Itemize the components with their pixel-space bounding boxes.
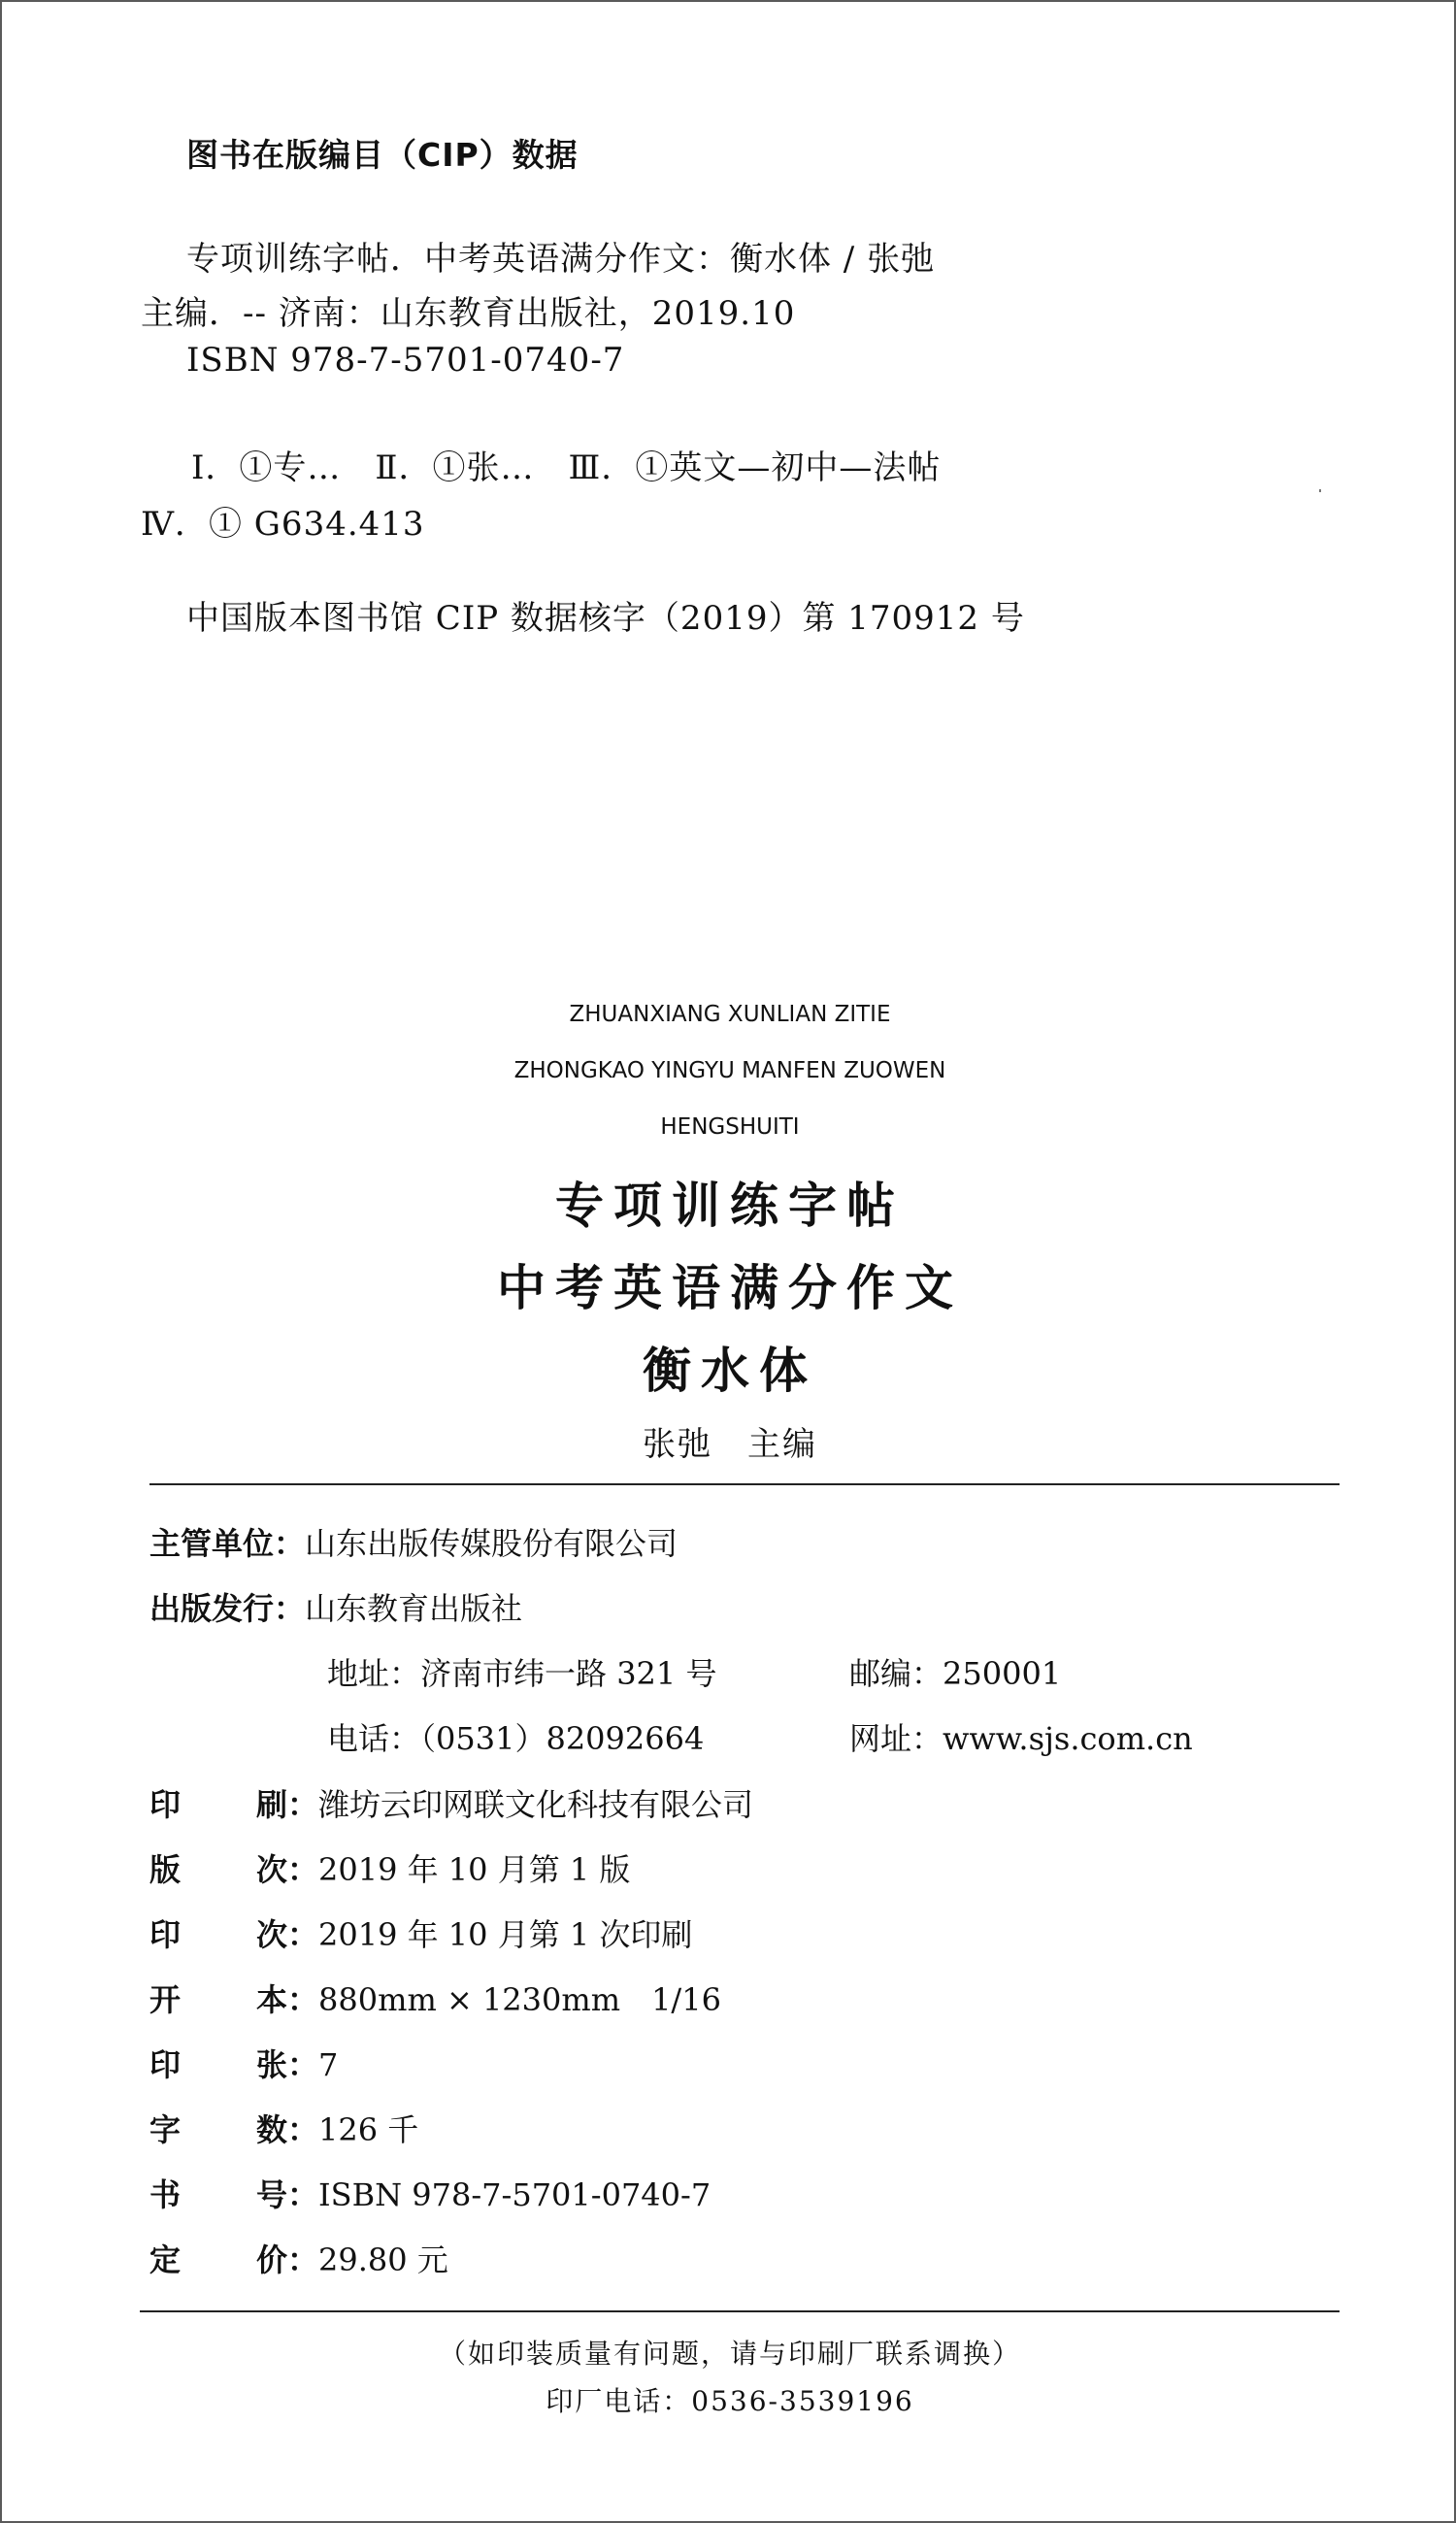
info-row-price	[149, 2236, 448, 2280]
row-label-a: 印	[149, 1786, 182, 1823]
publisher-row	[149, 1584, 522, 1629]
cip-record-number: 中国版本图书馆 CIP 数据核字（2019）第 170912 号	[186, 599, 1025, 638]
info-row-isbn	[149, 2171, 711, 2215]
top-divider	[149, 1483, 1340, 1485]
website-field	[849, 1714, 1193, 1759]
website-value: www.sjs.com.cn	[943, 1720, 1193, 1757]
supervisor-row	[149, 1519, 678, 1564]
phone-label: 电话：	[327, 1720, 421, 1757]
info-row-printer	[149, 1780, 753, 1825]
pinyin-line-3: HENGSHUITI	[660, 1114, 800, 1140]
row-label-b: 次：	[256, 1916, 319, 1953]
website-label: 网址：	[849, 1720, 943, 1757]
printer-phone: 印厂电话：0536-3539196	[546, 2385, 914, 2417]
info-row-sheets	[149, 2041, 338, 2085]
phone-value: （0531）82092664	[420, 1720, 705, 1757]
row-label-b: 刷：	[256, 1786, 319, 1823]
info-row-impression	[149, 1910, 692, 1955]
cip-heading: 图书在版编目（CIP）数据	[186, 136, 579, 174]
address-label: 地址：	[327, 1655, 421, 1692]
row-label-a: 定	[149, 2241, 182, 2278]
book-title-line-2: 中考英语满分作文	[497, 1260, 963, 1316]
pinyin-line-2: ZHONGKAO YINGYU MANFEN ZUOWEN	[513, 1058, 946, 1083]
row-value: 126 千	[318, 2111, 419, 2148]
row-value: 2019 年 10 月第 1 版	[318, 1851, 631, 1888]
postcode-field	[849, 1649, 1061, 1694]
row-label-a: 字	[149, 2111, 182, 2148]
row-label-b: 号：	[256, 2176, 319, 2213]
book-title-line-1: 专项训练字帖	[555, 1178, 905, 1234]
row-label-a: 印	[149, 1916, 182, 1953]
address-field	[327, 1649, 716, 1694]
row-value: 29.80 元	[318, 2241, 448, 2278]
row-label-a: 印	[149, 2046, 182, 2083]
row-label-b: 次：	[256, 1851, 319, 1888]
publisher-value: 山东教育出版社	[305, 1590, 523, 1627]
row-label-a: 开	[149, 1981, 182, 2018]
quality-notice: （如印装质量有问题，请与印刷厂联系调换）	[438, 2338, 1021, 2370]
address-value: 济南市纬一路 321 号	[420, 1655, 717, 1692]
row-value: 潍坊云印网联文化科技有限公司	[318, 1786, 754, 1823]
row-value: 7	[318, 2046, 339, 2083]
row-value: 880mm × 1230mm 1/16	[318, 1981, 721, 2018]
scan-speck	[1319, 489, 1321, 492]
row-label-b: 本：	[256, 1981, 319, 2018]
row-label-a: 书	[149, 2176, 182, 2213]
supervisor-label: 主管单位：	[149, 1525, 306, 1562]
row-value: 2019 年 10 月第 1 次印刷	[318, 1916, 693, 1953]
book-author: 张弛 主编	[643, 1425, 817, 1464]
cip-isbn: ISBN 978-7-5701-0740-7	[186, 341, 625, 380]
postcode-value: 250001	[943, 1655, 1062, 1692]
info-row-word-count	[149, 2106, 418, 2150]
postcode-label: 邮编：	[849, 1655, 943, 1692]
cip-title-line-2: 主编．-- 济南：山东教育出版社，2019.10	[141, 294, 796, 333]
cip-title-line-1: 专项训练字帖．中考英语满分作文：衡水体 / 张弛	[186, 240, 936, 279]
row-label-b: 价：	[256, 2241, 319, 2278]
row-label-a: 版	[149, 1851, 182, 1888]
supervisor-value: 山东出版传媒股份有限公司	[305, 1525, 678, 1562]
cip-classification-line-1: Ⅰ．①专… Ⅱ．①张… Ⅲ．①英文—初中—法帖	[191, 448, 942, 487]
pinyin-line-1: ZHUANXIANG XUNLIAN ZITIE	[569, 1002, 891, 1027]
row-label-b: 张：	[256, 2046, 319, 2083]
info-row-format	[149, 1975, 721, 2020]
publisher-label: 出版发行：	[149, 1590, 306, 1627]
phone-field	[327, 1714, 704, 1759]
cip-classification-line-2: Ⅳ．① G634.413	[141, 505, 425, 544]
row-value: ISBN 978-7-5701-0740-7	[318, 2176, 711, 2213]
info-row-edition	[149, 1845, 630, 1890]
book-title-line-3: 衡水体	[643, 1343, 817, 1399]
bottom-divider	[140, 2310, 1340, 2312]
row-label-b: 数：	[256, 2111, 319, 2148]
